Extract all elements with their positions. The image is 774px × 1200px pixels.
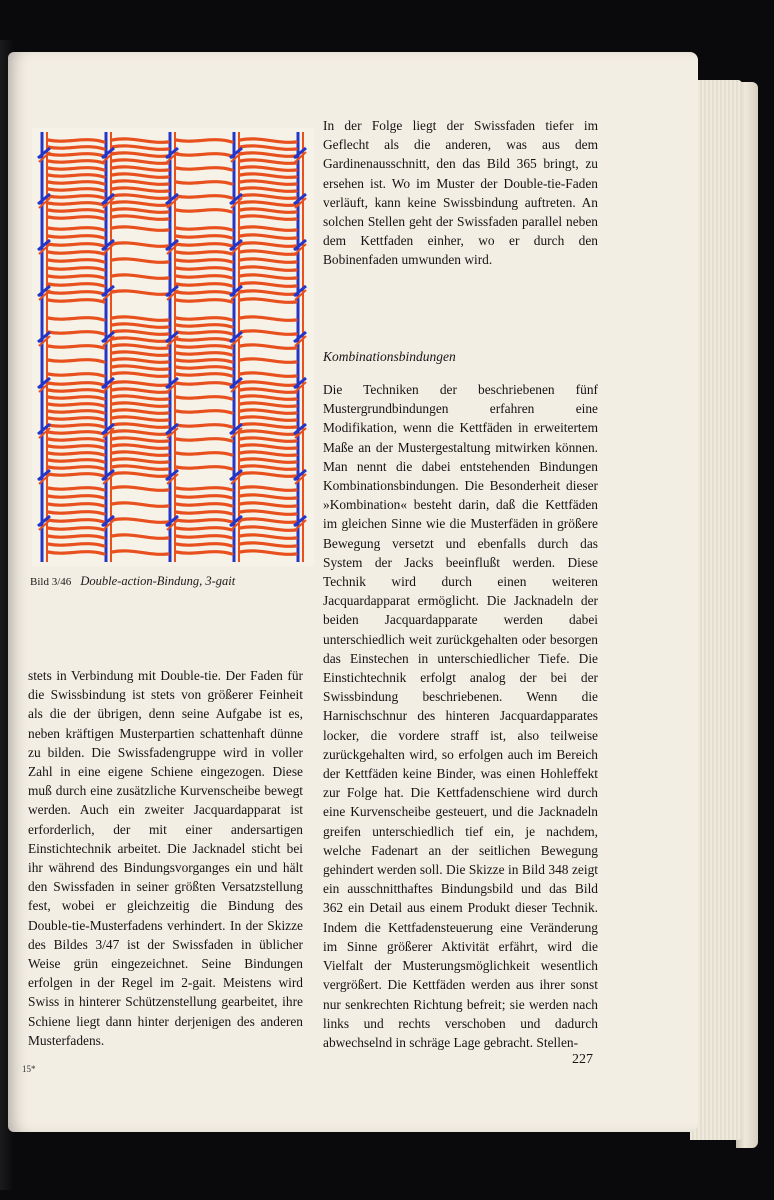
pattern-thread xyxy=(48,182,104,184)
pattern-thread xyxy=(176,488,232,490)
pattern-thread xyxy=(176,268,232,270)
pattern-thread xyxy=(240,487,296,490)
pattern-thread xyxy=(176,374,232,376)
pattern-thread xyxy=(112,352,168,355)
pattern-thread xyxy=(176,453,232,455)
pattern-thread xyxy=(240,473,296,476)
pattern-thread xyxy=(112,181,168,184)
pattern-thread xyxy=(176,397,232,399)
pattern-thread xyxy=(48,168,104,170)
pattern-thread xyxy=(240,139,296,142)
pattern-thread xyxy=(112,410,168,413)
pattern-thread xyxy=(48,460,104,462)
pattern-thread xyxy=(176,276,232,278)
right-column-intro-text: In der Folge liegt der Swissfaden tiefer im Geflecht als die anderen, was aus dem Gardinenausschnitt, den das Bild 365 bringt, zu ersehen ist. Wo im Muster der Double-tie-Faden verläuft, kann keine Swissbindung auftreten. An solchen Stellen geht der Swissfaden parallel neben dem Kettfaden einher, wo er durch den Bobinenfaden umwunden wird. xyxy=(323,118,598,268)
pattern-thread xyxy=(112,366,168,369)
pattern-thread xyxy=(112,359,168,362)
pattern-thread xyxy=(48,520,104,522)
pattern-thread xyxy=(48,528,104,530)
pattern-thread xyxy=(112,373,168,376)
pattern-thread xyxy=(240,438,296,441)
pattern-thread xyxy=(240,174,296,177)
pattern-thread xyxy=(112,417,168,420)
page-number: 227 xyxy=(572,1052,593,1067)
pattern-thread xyxy=(48,474,104,476)
pattern-thread xyxy=(240,181,296,184)
pattern-thread xyxy=(176,536,232,538)
pattern-thread xyxy=(48,217,104,219)
left-column-body-text: stets in Verbindung mit Double-tie. Der Faden für die Swissbindung ist stets von größerer Feinheit als die der übrigen, denn seine Aufgabe ist es, neben kräftigen Musterpartien schattenhaft dünne zu bilden. Die Swissfadengruppe wird in voller Zahl in eine eigene Schiene eingezogen. Diese muß durch eine zusätzliche Kurvenscheibe bewegt werden. Auch ein zweiter Jacquardapparat ist erforderlich, der mit einer andersartigen Einstichtechnik arbeitet. Die Jacknadel sticht bei ihr während des Bindungsvorganges ein und hält den Swissfaden in seiner größten Versatzstellung fest, wobei er gleichzeitig die Bindung des Double-tie-Musterfadens verhindert. In der Skizze des Bildes 3/47 ist der Swissfaden in üblicher Weise grün eingezeichnet. Seine Bindungen erfolgen in der Regel im 2-gait. Meistens wird Swiss in hinterer Schützenstellung gearbeitet, ihre Schiene liegt dann hinter derjenigen des anderen Musterfadens. xyxy=(28,668,303,1048)
pattern-thread xyxy=(112,551,168,554)
pattern-thread xyxy=(112,259,168,262)
pattern-thread xyxy=(240,146,296,149)
pattern-thread xyxy=(48,332,104,334)
pattern-thread xyxy=(176,439,232,441)
pattern-thread xyxy=(240,267,296,270)
pattern-thread xyxy=(112,174,168,177)
book-spread xyxy=(0,40,774,1150)
pattern-thread xyxy=(176,411,232,413)
pattern-thread xyxy=(48,210,104,212)
pattern-thread xyxy=(48,228,104,230)
pattern-thread xyxy=(240,202,296,205)
pattern-thread xyxy=(240,153,296,156)
pattern-thread xyxy=(240,259,296,262)
pattern-thread xyxy=(240,466,296,469)
pattern-thread xyxy=(240,543,296,546)
pattern-thread xyxy=(176,228,232,230)
pattern-thread xyxy=(112,153,168,156)
pattern-thread xyxy=(176,552,232,554)
book-page xyxy=(8,52,698,1132)
pattern-thread xyxy=(112,227,168,230)
pattern-thread xyxy=(48,276,104,278)
pattern-thread xyxy=(240,167,296,170)
pattern-thread xyxy=(112,275,168,278)
pattern-thread xyxy=(240,359,296,362)
pattern-thread xyxy=(176,383,232,385)
pattern-thread xyxy=(176,520,232,522)
pattern-thread xyxy=(112,459,168,462)
pattern-thread xyxy=(240,373,296,376)
pattern-thread xyxy=(240,431,296,434)
pattern-thread xyxy=(240,299,296,302)
pattern-thread xyxy=(48,439,104,441)
pattern-thread xyxy=(48,552,104,554)
pattern-thread xyxy=(176,210,232,212)
section-heading: Kombinationsbindungen xyxy=(323,349,456,364)
lace-binding-diagram xyxy=(32,128,314,566)
pattern-thread xyxy=(112,487,168,490)
pattern-thread xyxy=(176,353,232,355)
pattern-thread xyxy=(112,331,168,334)
pattern-thread xyxy=(48,504,104,506)
pattern-thread xyxy=(176,300,232,302)
pattern-thread xyxy=(48,203,104,205)
pattern-thread xyxy=(176,168,232,170)
pattern-thread xyxy=(240,452,296,455)
pattern-thread xyxy=(48,390,104,392)
pattern-thread xyxy=(240,195,296,198)
pattern-thread xyxy=(48,161,104,163)
pattern-thread xyxy=(48,147,104,149)
pattern-thread xyxy=(48,189,104,191)
pattern-thread xyxy=(176,292,232,294)
pattern-thread xyxy=(48,140,104,142)
lace-binding-figure xyxy=(32,128,314,566)
pattern-thread xyxy=(240,403,296,406)
pattern-thread xyxy=(48,292,104,294)
pattern-thread xyxy=(48,512,104,514)
pattern-thread xyxy=(112,473,168,476)
pattern-thread xyxy=(176,318,232,320)
pattern-thread xyxy=(176,467,232,469)
pattern-thread xyxy=(48,236,104,238)
pattern-thread xyxy=(240,519,296,522)
pattern-thread xyxy=(176,346,232,348)
pattern-thread xyxy=(176,367,232,369)
pattern-thread xyxy=(240,345,296,348)
pattern-thread xyxy=(48,446,104,448)
pattern-thread xyxy=(240,495,296,498)
pattern-thread xyxy=(112,431,168,434)
pattern-thread xyxy=(176,339,232,341)
signature-mark: 15* xyxy=(22,1064,36,1074)
pattern-thread xyxy=(48,467,104,469)
pattern-thread xyxy=(48,383,104,385)
figure-title: Double-action-Bindung, 3-gait xyxy=(80,574,236,588)
pattern-thread xyxy=(112,139,168,142)
pattern-thread xyxy=(240,283,296,286)
pattern-thread xyxy=(48,360,104,362)
pattern-thread xyxy=(240,235,296,238)
pattern-thread xyxy=(240,396,296,399)
pattern-thread xyxy=(112,424,168,427)
pattern-thread xyxy=(112,209,168,212)
pattern-thread xyxy=(240,227,296,230)
pattern-thread xyxy=(240,527,296,530)
pattern-thread xyxy=(176,252,232,254)
figure-label: Bild 3/46 xyxy=(30,576,72,588)
pattern-thread xyxy=(112,317,168,320)
pattern-thread xyxy=(112,535,168,538)
pattern-thread xyxy=(112,438,168,441)
pattern-thread xyxy=(176,154,232,156)
pattern-thread xyxy=(240,445,296,448)
pattern-thread xyxy=(176,332,232,334)
pattern-thread xyxy=(240,382,296,385)
pattern-thread xyxy=(176,425,232,427)
pattern-thread xyxy=(176,544,232,546)
pattern-thread xyxy=(112,324,168,327)
pattern-thread xyxy=(240,503,296,506)
pattern-thread xyxy=(112,160,168,163)
pattern-thread xyxy=(48,346,104,348)
pattern-thread xyxy=(240,243,296,246)
pattern-thread xyxy=(48,175,104,177)
pattern-thread xyxy=(240,275,296,278)
pattern-thread xyxy=(240,535,296,538)
pattern-thread xyxy=(112,216,168,219)
pattern-thread xyxy=(112,389,168,392)
pattern-thread xyxy=(112,382,168,385)
pattern-thread xyxy=(176,512,232,514)
pattern-thread xyxy=(112,338,168,341)
pattern-thread xyxy=(48,374,104,376)
pattern-thread xyxy=(112,167,168,170)
pattern-thread xyxy=(176,260,232,262)
pattern-thread xyxy=(48,411,104,413)
pattern-thread xyxy=(240,209,296,212)
pattern-thread xyxy=(240,331,296,334)
pattern-thread xyxy=(48,432,104,434)
pattern-thread xyxy=(48,544,104,546)
pattern-thread xyxy=(48,425,104,427)
pattern-thread xyxy=(112,403,168,406)
pattern-thread xyxy=(112,466,168,469)
pattern-thread xyxy=(112,291,168,294)
pattern-thread xyxy=(48,284,104,286)
pattern-thread xyxy=(48,536,104,538)
pattern-thread xyxy=(112,345,168,348)
pattern-thread xyxy=(176,140,232,142)
pattern-thread xyxy=(48,488,104,490)
pattern-thread xyxy=(48,300,104,302)
pattern-thread xyxy=(240,417,296,420)
pattern-thread xyxy=(240,251,296,254)
pattern-thread xyxy=(112,146,168,149)
pattern-thread xyxy=(176,196,232,198)
pattern-thread xyxy=(48,397,104,399)
pattern-thread xyxy=(112,452,168,455)
pattern-thread xyxy=(240,410,296,413)
pattern-thread xyxy=(48,260,104,262)
pattern-thread xyxy=(48,418,104,420)
pattern-thread xyxy=(240,551,296,554)
pattern-thread xyxy=(176,496,232,498)
pattern-thread xyxy=(112,243,168,246)
pattern-thread xyxy=(112,396,168,399)
pattern-thread xyxy=(240,216,296,219)
figure-caption xyxy=(30,574,320,589)
pattern-thread xyxy=(48,196,104,198)
pattern-thread xyxy=(48,453,104,455)
pattern-thread xyxy=(176,182,232,184)
pattern-thread xyxy=(176,360,232,362)
pattern-thread xyxy=(48,404,104,406)
pattern-thread xyxy=(112,195,168,198)
pattern-thread xyxy=(176,528,232,530)
pattern-thread xyxy=(112,188,168,191)
pattern-thread xyxy=(240,291,296,294)
pattern-thread xyxy=(240,317,296,320)
pattern-thread xyxy=(48,154,104,156)
pattern-thread xyxy=(240,459,296,462)
pattern-thread xyxy=(240,511,296,514)
pattern-thread xyxy=(112,445,168,448)
pattern-thread xyxy=(176,236,232,238)
pattern-thread xyxy=(176,244,232,246)
pattern-thread xyxy=(176,325,232,327)
pattern-thread xyxy=(112,519,168,522)
pattern-thread xyxy=(176,284,232,286)
pattern-thread xyxy=(176,504,232,506)
pattern-thread xyxy=(112,503,168,506)
pattern-thread xyxy=(240,160,296,163)
right-column-body-text: Die Techniken der beschriebenen fünf Mustergrundbindungen erfahren eine Modifikation, wenn die Kettfäden in erweitertem Maße an der Mustergestaltung mitwirken können. Man nennt die dabei entstehenden Bindungen Kombinationsbindungen. Die Besonderheit dieser »Kombination« besteht darin, daß die Kettfäden im gleichen Sinne wie die Musterfäden in größere Bewegung versetzt und ebenfalls durch das System der Jacks beeinflußt werden. Diese Technik wird durch einen weiteren Jacquardapparat ermöglicht. Die Jacknadeln der beiden Jacquardapparate werden dabei unterschiedlich weit zurückgehalten oder besorgen das Einstechen in unterschiedlicher Tiefe. Die Einstichtechnik erfolgt analog der bei der Swissbindung beschriebenen. Wenn die Harnischschnur des hinteren Jacquardapparates locker, die vordere straff ist, also teilweise zurückgehalten wird, so erfolgen auch im Bereich der Kettfäden keine Binder, was einen Hohleffekt zur Folge hat. Die Kettfadenschiene wird durch eine Kurvenscheibe gesteuert, und die Jacknadeln greifen unterschiedlich tief ein, je nachdem, welche Fadenart an der seitlichen Bewegung gehindert werden soll. Die Skizze in Bild 348 zeigt ein ausschnitthaftes Bindungsbild und das Bild 362 ein Detail aus einem Produkt dieser Technik. Indem die Kettfadensteuerung eine Veränderung im Sinne größerer Aktivität erfährt, wird die Vielfalt der Musterungsmöglichkeit wesentlich vergrößert. Die Kettfäden werden aus ihrer sonst nur senkrechten Richtung befreit; sie werden nach links und rechts verschoben und dadurch abwechselnd in schräge Lage gebracht. Stellen- xyxy=(323,382,598,1050)
pattern-thread xyxy=(240,424,296,427)
pattern-thread xyxy=(240,188,296,191)
pattern-thread xyxy=(112,202,168,205)
pattern-thread xyxy=(240,389,296,392)
pattern-thread xyxy=(48,252,104,254)
pattern-thread xyxy=(48,496,104,498)
pattern-thread xyxy=(48,244,104,246)
pattern-thread xyxy=(48,268,104,270)
pattern-thread xyxy=(48,318,104,320)
